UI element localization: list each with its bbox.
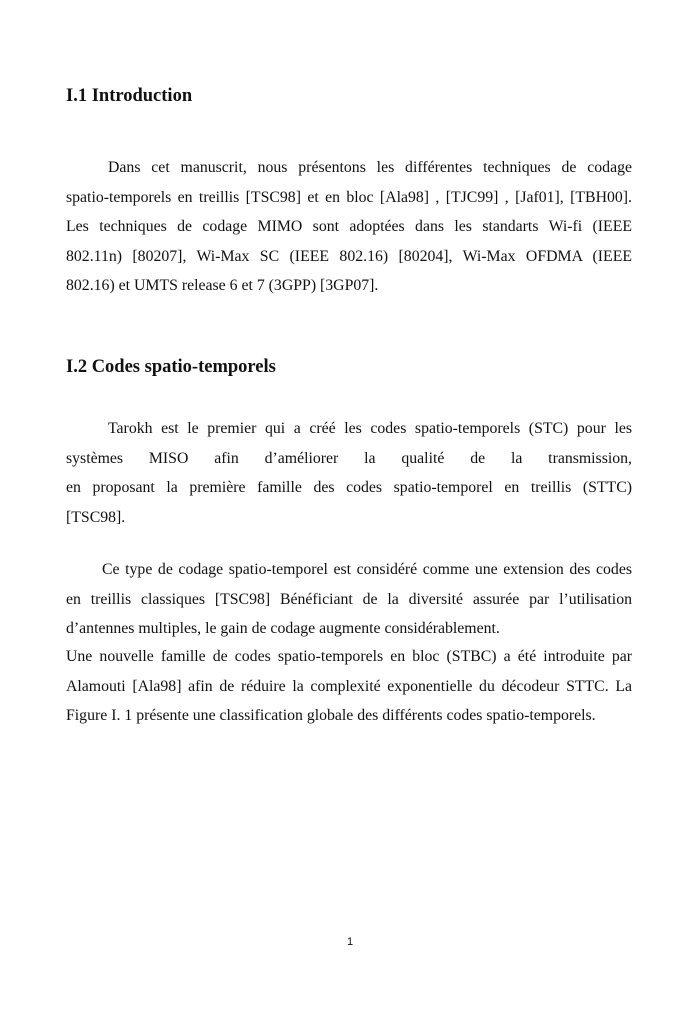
paragraph-line: Alamouti [Ala98] afin de réduire la complexité exponentielle du décodeur STTC. La xyxy=(66,677,632,695)
paragraph-line: en proposant la première famille des codes spatio-temporel en treillis (STTC) xyxy=(66,479,632,496)
paragraph-line: systèmes MISO afin d’améliorer la qualité de la transmission, xyxy=(66,449,632,467)
paragraph-line: 802.11n) [80207], Wi-Max SC (IEEE 802.16) [80204], Wi-Max OFDMA (IEEE xyxy=(66,247,632,265)
paragraph-line: spatio-temporels en treillis [TSC98] et en bloc [Ala98] , [TJC99] , [Jaf01], [TBH00]. xyxy=(66,188,632,206)
paragraph-line: Une nouvelle famille de codes spatio-temporels en bloc (STBC) a été introduite par xyxy=(66,648,632,665)
paragraph-line: Dans cet manuscrit, nous présentons les différentes techniques de codage xyxy=(108,159,632,176)
tarokh-paragraph xyxy=(66,414,632,532)
section-heading-introduction: I.1 Introduction xyxy=(66,86,193,106)
paragraph-line: Les techniques de codage MIMO sont adoptées dans les standarts Wi-fi (IEEE xyxy=(66,218,632,235)
introduction-paragraph xyxy=(66,153,632,301)
paragraph-line: Tarokh est le premier qui a créé les codes spatio-temporels (STC) pour les xyxy=(108,420,632,437)
paragraph-line: Ce type de codage spatio-temporel est considéré comme une extension des codes xyxy=(102,561,632,578)
page-number: 1 xyxy=(346,936,354,948)
extension-paragraph xyxy=(66,555,632,644)
paragraph-line: Figure I. 1 présente une classification globale des différents codes spatio-temporels. xyxy=(66,707,596,724)
paragraph-line: [TSC98]. xyxy=(66,508,126,526)
section-heading-codes-spatio-temporels: I.2 Codes spatio-temporels xyxy=(66,357,276,377)
paragraph-line: d’antennes multiples, le gain de codage augmente considérablement. xyxy=(66,620,500,637)
paragraph-line: en treillis classiques [TSC98] Bénéficiant de la diversité assurée par l’utilisation xyxy=(66,590,632,608)
alamouti-paragraph xyxy=(66,642,632,731)
paragraph-line: 802.16) et UMTS release 6 et 7 (3GPP) [3GP07]. xyxy=(66,277,379,294)
